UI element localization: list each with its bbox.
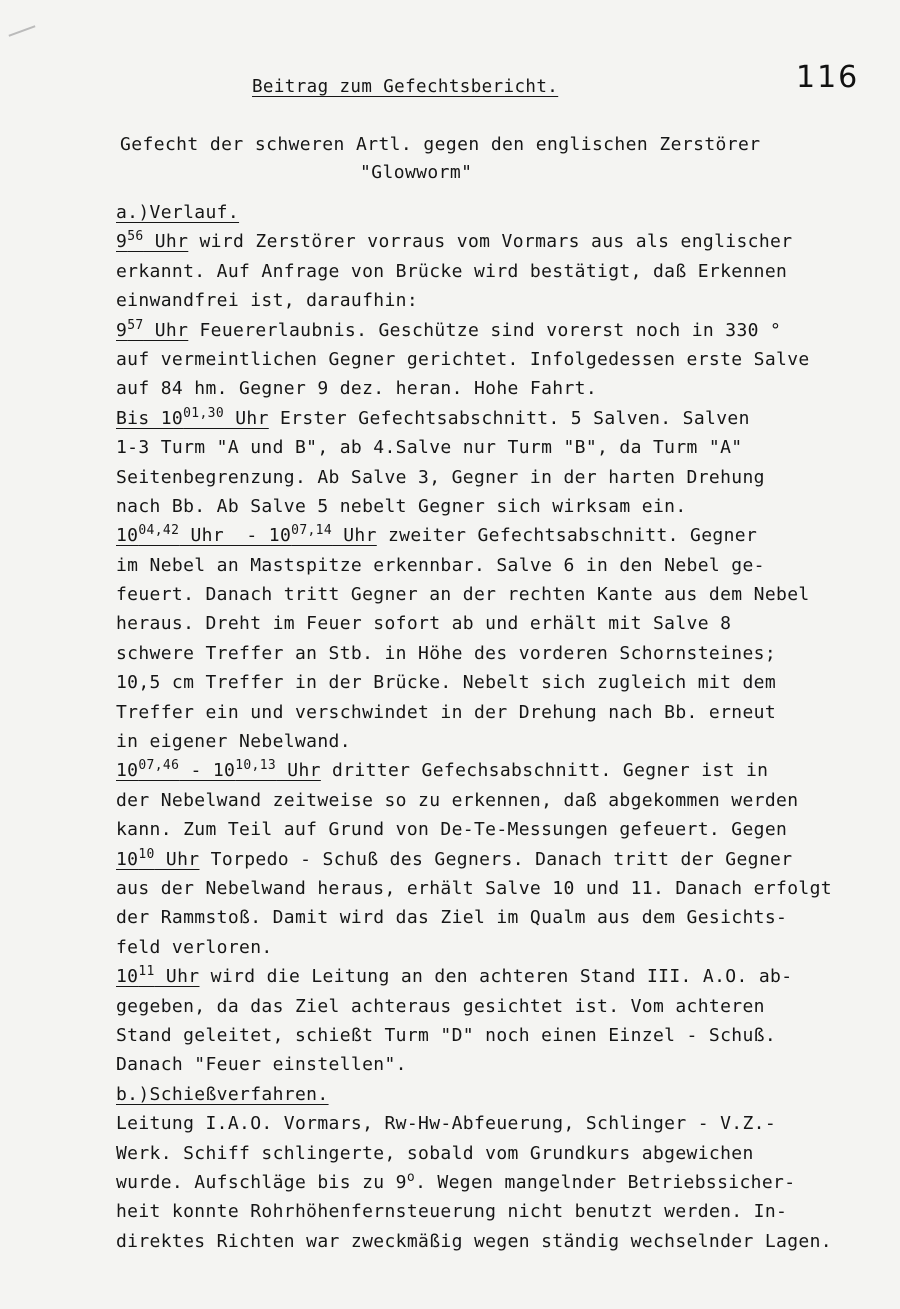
section-b-heading: b.)Schießverfahren. (116, 1083, 329, 1105)
time-stamp: Bis 10$^{01,30}$ Uhr (116, 405, 269, 429)
line-text: Treffer ein und verschwindet in der Drehung nach Bb. erneut (116, 701, 777, 723)
text-line (116, 492, 896, 521)
time-superscript: 07,14 (291, 523, 333, 539)
section-a-heading: a.)Verlauf. (116, 202, 240, 223)
text-line (116, 374, 896, 403)
text-line (116, 404, 896, 433)
degree-superscript: o (406, 1169, 416, 1185)
time-superscript: 04,42 (138, 523, 180, 539)
section-b-text (116, 1109, 896, 1256)
text-line (116, 257, 896, 286)
line-text: der Nebelwand zeitweise so zu erkennen, daß abgekommen werden (116, 789, 799, 811)
line-text: zweiter Gefechtsabschnitt. Gegner (376, 525, 758, 547)
time-superscript: 07,46 (138, 758, 180, 774)
text-line (116, 609, 896, 638)
text-line (116, 345, 896, 374)
time-stamp: $10^{10}$ Uhr (116, 846, 200, 870)
line-text: direktes Richten war zweckmäßig wegen ständig wechselnder Lagen. (116, 1230, 832, 1252)
line-text: schwere Treffer an Stb. in Höhe des vorderen Schornsteines; (116, 642, 777, 664)
text-line (116, 521, 896, 550)
text-line (116, 698, 896, 727)
line-text: erkannt. Auf Anfrage von Brücke wird bestätigt, daß Erkennen (116, 260, 788, 282)
line-text: auf 84 hm. Gegner 9 dez. heran. Hohe Fahrt. (116, 378, 598, 400)
line-text: heraus. Dreht im Feuer sofort ab und erhält mit Salve 8 (116, 613, 732, 635)
text-line (116, 551, 896, 580)
subtitle-line-1: Gefecht der schweren Artl. gegen den englischen Zerstörer (120, 134, 761, 155)
line-text: kann. Zum Teil auf Grund von De-Te-Messungen gefeuert. Gegen (116, 819, 788, 841)
time-superscript: 11 (138, 964, 155, 980)
text-line (116, 580, 896, 609)
line-text: heit konnte Rohrhöhenfernsteuerung nicht benutzt werden. In- (116, 1201, 788, 1223)
line-text: Danach "Feuer einstellen". (116, 1054, 407, 1076)
page-number: 116 (796, 60, 860, 95)
time-superscript: 57 (127, 317, 144, 333)
line-text: gegeben, da das Ziel achteraus gesichtet ist. Vom achteren (116, 995, 765, 1017)
line-text: Torpedo - Schuß des Gegners. Danach tritt der Gegner (199, 848, 793, 870)
text-line (116, 227, 896, 256)
text-line (116, 463, 896, 492)
line-text: Feuererlaubnis. Geschütze sind vorerst noch in 330 ° (188, 319, 782, 341)
line-text: in eigener Nebelwand. (116, 731, 351, 753)
time-superscript: 10 (138, 846, 155, 862)
time-stamp: $10^{11}$ Uhr (116, 964, 200, 988)
text-line (116, 903, 896, 932)
line-text: Werk. Schiff schlingerte, sobald vom Grundkurs abgewichen (116, 1142, 754, 1164)
text-line (116, 1168, 896, 1197)
line-text: 1-3 Turm "A und B", ab 4.Salve nur Turm "B", da Turm "A" (116, 437, 743, 459)
text-line (116, 962, 896, 991)
text-line (116, 756, 896, 785)
text-line (116, 786, 896, 815)
line-text: 10,5 cm Treffer in der Brücke. Nebelt sich zugleich mit dem (116, 672, 777, 694)
line-text: aus der Nebelwand heraus, erhält Salve 10 und 11. Danach erfolgt (116, 877, 832, 899)
time-superscript: 10,13 (235, 758, 277, 774)
text-line (116, 286, 896, 315)
line-text: einwandfrei ist, daraufhin: (116, 290, 419, 312)
subtitle-line-2: "Glowworm" (360, 162, 473, 183)
line-text: feuert. Danach tritt Gegner an der rechten Kante aus dem Nebel (116, 584, 810, 606)
line-text: der Rammstoß. Damit wird das Ziel im Qualm aus dem Gesichts- (116, 907, 788, 929)
line-text: . Wegen mangelnder Betriebssicher- (415, 1171, 796, 1193)
line-text: wurde. Aufschläge bis zu 9 (116, 1171, 407, 1193)
line-text: Stand geleitet, schießt Turm "D" noch einen Einzel - Schuß. (116, 1024, 777, 1046)
text-line (116, 1050, 896, 1079)
line-text: im Nebel an Mastspitze erkennbar. Salve 6 in den Nebel ge- (116, 554, 765, 576)
report-body (116, 198, 896, 1256)
time-superscript: 56 (127, 229, 144, 245)
text-line (116, 1139, 896, 1168)
text-line (116, 845, 896, 874)
line-text: Leitung I.A.O. Vormars, Rw-Hw-Abfeuerung, Schlinger - V.Z.- (116, 1113, 777, 1135)
time-superscript: 01,30 (183, 405, 225, 421)
text-line (116, 1021, 896, 1050)
line-text: wird die Leitung an den achteren Stand III. A.O. ab- (199, 966, 793, 988)
text-line (116, 316, 896, 345)
text-line (116, 668, 896, 697)
text-line (116, 933, 896, 962)
text-line (116, 727, 896, 756)
line-text: auf vermeintlichen Gegner gerichtet. Infolgedessen erste Salve (116, 348, 810, 370)
text-line (116, 1197, 896, 1226)
line-text: wird Zerstörer vorraus vom Vormars aus als englischer (188, 231, 793, 253)
text-line (116, 1227, 896, 1256)
time-stamp: $9^{56}$ Uhr (116, 229, 189, 253)
text-line (116, 1109, 896, 1138)
time-stamp: 10$^{07,46}$ - 10$^{10,13}$ Uhr (116, 758, 321, 782)
line-text: nach Bb. Ab Salve 5 nebelt Gegner sich wirksam ein. (116, 495, 687, 517)
text-line (116, 992, 896, 1021)
text-line (116, 874, 896, 903)
text-line (116, 433, 896, 462)
time-stamp: $9^{57}$ Uhr (116, 317, 189, 341)
line-text: feld verloren. (116, 936, 273, 958)
line-text: Seitenbegrenzung. Ab Salve 3, Gegner in der harten Drehung (116, 466, 765, 488)
margin-mark (9, 25, 36, 36)
document-title: Beitrag zum Gefechtsbericht. (252, 77, 559, 97)
time-stamp: 10$^{04,42}$ Uhr - 10$^{07,14}$ Uhr (116, 523, 377, 547)
line-text: Erster Gefechtsabschnitt. 5 Salven. Salven (268, 407, 750, 429)
text-line (116, 815, 896, 844)
line-text: dritter Gefechsabschnitt. Gegner ist in (320, 760, 769, 782)
text-line (116, 639, 896, 668)
section-a-text (116, 227, 896, 1079)
